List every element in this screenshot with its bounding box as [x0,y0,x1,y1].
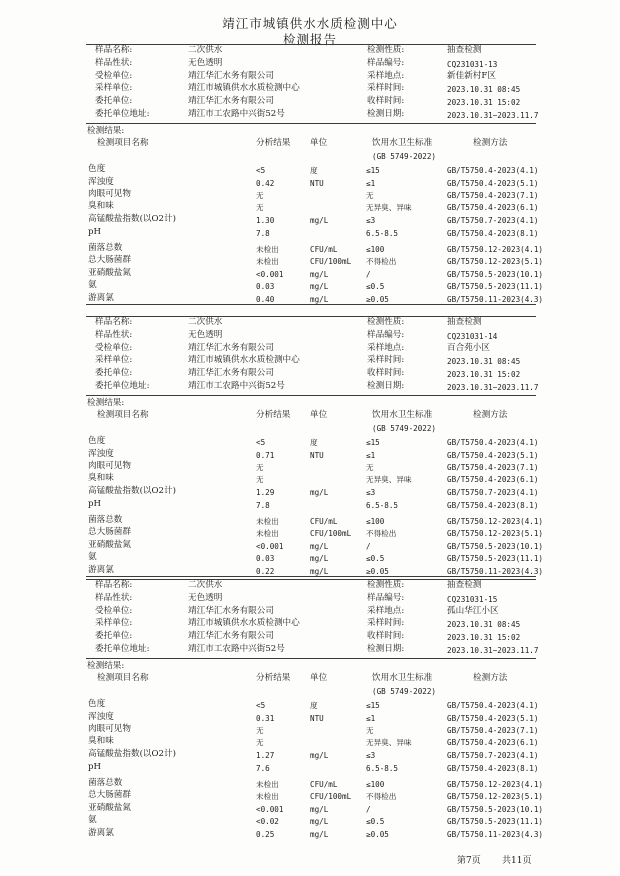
value-sampling-site: 新佳新村F区 [447,70,496,81]
table-row-result: 7.6 [256,764,270,774]
table-row-result: 未检出 [256,256,279,266]
table-row-unit: CFU/100mL [310,528,352,538]
table-row-result: 1.30 [256,216,275,225]
label-sample-name: 样品名称: [95,317,133,327]
table-row-item: 菌落总数 [88,242,123,253]
table-row-method: GB/T5750.7-2023(4.1) [447,488,539,497]
table-row-item: pH [88,762,101,773]
value-sampling-time: 2023.10.31 08:45 [447,620,521,630]
value-sampling-time: 2023.10.31 08:45 [447,85,521,95]
table-row-method: GB/T5750.5-2023(10.1) [447,804,544,814]
table-row-item: 亚硝酸盐氮 [88,267,131,278]
value-sample-nature: 无色透明 [188,57,223,68]
table-row-item: 亚硝酸盐氮 [88,802,131,813]
value-client-unit: 靖江华汇水务有限公司 [188,96,274,107]
table-row-method: GB/T5750.4-2023(7.1) [447,462,539,472]
table-row-result: <0.001 [256,804,284,814]
table-row-item: 浑浊度 [88,448,114,459]
table-row-item: 色度 [88,164,106,174]
table-row-standard: 不得检出 [366,528,397,538]
label-test-date: 检测日期: [367,644,405,654]
column-standard-ref: (GB 5749-2022) [372,424,437,433]
table-row-method: GB/T5750.4-2023(7.1) [447,190,539,200]
label-client-address: 委托单位地址: [95,644,150,654]
table-row-result: 未检出 [256,244,279,254]
table-row-method: GB/T5750.12-2023(4.1) [447,516,544,526]
table-row-method: GB/T5750.12-2023(5.1) [447,256,544,266]
table-row-result: 无 [256,203,264,213]
label-sampling-unit: 采样单位: [95,355,133,366]
table-row-unit: CFU/mL [310,779,338,789]
report-title: 检测报告 [282,32,337,47]
value-sample-no: CQ231031-15 [447,594,498,604]
label-receive-time: 收样时间: [367,368,405,379]
label-inspected-unit: 受检单位: [95,342,133,353]
table-row-standard: ≤0.5 [366,817,385,827]
value-test-date: 2023.10.31~2023.11.7 [447,111,539,120]
table-row-item: 游离氯 [88,828,114,839]
label-sample-no: 样品编号: [367,329,405,340]
table-row-result: 未检出 [256,516,279,526]
column-item-header: 检测项目名称 [97,673,149,683]
label-sampling-time: 采样时间: [367,355,405,366]
table-row-item: 浑浊度 [88,711,114,722]
value-receive-time: 2023.10.31 15:02 [447,633,521,643]
table-row-result: 无 [256,190,264,200]
label-sample-no: 样品编号: [367,592,405,603]
label-inspected-unit: 受检单位: [95,70,133,81]
label-test-date: 检测日期: [367,381,405,391]
table-row-standard: ≤1 [366,178,376,188]
label-sampling-unit: 采样单位: [95,618,133,629]
label-sampling-site: 采样地点: [367,70,405,81]
label-receive-time: 收样时间: [367,631,405,642]
table-row-standard: / [366,541,371,551]
table-row-result: 0.22 [256,567,275,577]
value-sampling-site: 孤山华江小区 [447,605,499,616]
table-row-unit: mg/L [310,269,329,279]
value-test-nature: 抽查检测 [447,45,482,55]
table-row-result: 未检出 [256,528,279,538]
table-row-standard: ≤15 [366,166,380,175]
label-sampling-time: 采样时间: [367,618,405,629]
table-row-method: GB/T5750.4-2023(5.1) [447,450,539,460]
table-row-method: GB/T5750.4-2023(7.1) [447,725,539,735]
table-row-result: 1.27 [256,751,275,760]
page-total: 共11页 [502,856,532,866]
org-name: 靖江市城镇供水水质检测中心 [222,16,398,31]
table-row-standard: ≥0.05 [366,830,389,840]
table-row-item: 总大肠菌群 [88,526,131,537]
label-sampling-unit: 采样单位: [95,83,133,94]
value-sample-name: 二次供水 [188,45,223,55]
label-sampling-site: 采样地点: [367,605,405,616]
table-row-unit: 度 [310,701,318,710]
table-row-unit: CFU/100mL [310,256,352,266]
table-row-unit: mg/L [310,216,329,225]
value-inspected-unit: 靖江华汇水务有限公司 [188,70,274,81]
table-row-standard: 无 [366,725,374,735]
value-test-nature: 抽查检测 [447,580,482,590]
table-row-item: pH [88,227,101,238]
table-row-item: 肉眼可见物 [88,188,131,199]
table-row-method: GB/T5750.12-2023(5.1) [447,791,544,801]
table-row-standard: ≤1 [366,450,376,460]
table-row-standard: ≥0.05 [366,567,389,577]
table-row-standard: 无 [366,190,374,200]
table-row-item: 总大肠菌群 [88,254,131,265]
table-row-item: 浑浊度 [88,176,114,187]
table-row-standard: ≤0.5 [366,282,385,292]
table-row-item: 肉眼可见物 [88,723,131,734]
table-row-method: GB/T5750.12-2023(4.1) [447,779,544,789]
table-row-item: 肉眼可见物 [88,460,131,471]
table-row-method: GB/T5750.5-2023(11.1) [447,554,544,564]
table-row-item: 高锰酸盐指数(以O2计) [88,749,176,759]
column-standard-header: 饮用水卫生标准 [372,673,433,683]
table-row-result: 无 [256,738,264,748]
label-receive-time: 收样时间: [367,96,405,107]
results-heading: 检测结果: [87,126,125,136]
table-row-item: 游离氯 [88,565,114,576]
table-row-result: <0.02 [256,817,279,827]
results-heading: 检测结果: [87,398,125,408]
value-sample-nature: 无色透明 [188,329,223,340]
table-row-item: 游离氯 [88,293,114,304]
table-row-method: GB/T5750.4-2023(8.1) [447,229,539,239]
column-result-header: 分析结果 [256,138,291,148]
table-row-standard: 不得检出 [366,256,397,266]
table-row-result: 0.31 [256,713,275,723]
table-row-method: GB/T5750.4-2023(6.1) [447,475,539,485]
table-row-standard: ≤100 [366,244,385,254]
table-row-result: <0.001 [256,269,284,279]
info-bottom-rule [86,123,536,124]
value-sample-nature: 无色透明 [188,592,223,603]
label-client-address: 委托单位地址: [95,381,150,391]
table-row-item: 氨 [88,815,97,826]
table-row-standard: ≤15 [366,701,380,710]
table-row-result: 0.71 [256,450,275,460]
table-row-standard: ≤100 [366,516,385,526]
value-test-date: 2023.10.31~2023.11.7 [447,646,539,655]
table-row-standard: ≤3 [366,751,376,760]
value-sample-no: CQ231031-14 [447,331,498,341]
column-unit-header: 单位 [310,673,328,683]
table-row-standard: ≥0.05 [366,295,389,305]
column-unit-header: 单位 [310,138,328,148]
table-row-method: GB/T5750.4-2023(5.1) [447,178,539,188]
table-row-standard: ≤0.5 [366,554,385,564]
value-inspected-unit: 靖江华汇水务有限公司 [188,342,274,353]
table-row-unit: NTU [310,450,324,460]
value-sampling-site: 百合苑小区 [447,342,490,353]
table-row-result: 0.40 [256,295,275,305]
label-sample-name: 样品名称: [95,45,133,55]
label-test-nature: 检测性质: [367,45,405,55]
column-result-header: 分析结果 [256,410,291,420]
table-row-result: 0.25 [256,830,275,840]
table-row-method: GB/T5750.4-2023(8.1) [447,501,539,511]
column-standard-ref: (GB 5749-2022) [372,152,437,161]
table-row-method: GB/T5750.5-2023(10.1) [447,541,544,551]
value-client-address: 靖江市工农路中兴街52号 [188,381,285,391]
table-row-unit: NTU [310,713,324,723]
value-sample-no: CQ231031-13 [447,59,498,69]
table-row-standard: 无 [366,462,374,472]
value-test-nature: 抽查检测 [447,317,482,327]
table-row-unit: mg/L [310,804,329,814]
table-row-result: 无 [256,462,264,472]
page-number: 第7页 [457,856,481,866]
table-row-method: GB/T5750.4-2023(8.1) [447,764,539,774]
table-row-result: <0.001 [256,541,284,551]
table-row-unit: mg/L [310,830,329,840]
table-row-method: GB/T5750.11-2023(4.3) [447,830,544,840]
table-row-unit: CFU/mL [310,516,338,526]
table-row-unit: mg/L [310,295,329,305]
value-sampling-unit: 靖江市城镇供水水质检测中心 [188,618,300,629]
table-row-unit: mg/L [310,282,329,292]
value-sample-name: 二次供水 [188,580,223,590]
column-result-header: 分析结果 [256,673,291,683]
value-inspected-unit: 靖江华汇水务有限公司 [188,605,274,616]
label-test-nature: 检测性质: [367,317,405,327]
value-sample-name: 二次供水 [188,317,223,327]
table-row-item: 高锰酸盐指数(以O2计) [88,214,176,224]
column-method-header: 检测方法 [473,673,508,683]
table-row-unit: CFU/100mL [310,791,352,801]
column-item-header: 检测项目名称 [97,410,149,420]
value-test-date: 2023.10.31~2023.11.7 [447,383,539,392]
value-sampling-unit: 靖江市城镇供水水质检测中心 [188,355,300,366]
label-client-unit: 委托单位: [95,631,133,642]
value-sampling-unit: 靖江市城镇供水水质检测中心 [188,83,300,94]
table-row-standard: / [366,804,371,814]
table-row-method: GB/T5750.4-2023(4.1) [447,438,539,447]
table-row-method: GB/T5750.7-2023(4.1) [447,751,539,760]
value-sampling-time: 2023.10.31 08:45 [447,357,521,367]
table-row-item: 臭和味 [88,473,114,484]
table-row-standard: ≤100 [366,779,385,789]
column-method-header: 检测方法 [473,410,508,420]
table-row-unit: 度 [310,166,318,175]
table-row-item: 臭和味 [88,201,114,212]
table-row-method: GB/T5750.11-2023(4.3) [447,295,544,305]
label-client-unit: 委托单位: [95,368,133,379]
table-row-unit: mg/L [310,567,329,577]
table-row-item: 臭和味 [88,736,114,747]
table-row-result: <5 [256,166,266,175]
value-receive-time: 2023.10.31 15:02 [447,98,521,108]
table-row-standard: 6.5-8.5 [366,229,399,239]
table-row-unit: 度 [310,438,318,447]
table-row-method: GB/T5750.4-2023(6.1) [447,203,539,213]
label-sampling-time: 采样时间: [367,83,405,94]
column-item-header: 检测项目名称 [97,138,149,148]
value-client-address: 靖江市工农路中兴街52号 [188,109,285,119]
table-row-item: 氨 [88,552,97,563]
table-row-result: <5 [256,438,266,447]
table-row-method: GB/T5750.5-2023(11.1) [447,282,544,292]
label-sample-nature: 样品性状: [95,592,133,603]
info-bottom-rule [86,395,536,396]
table-row-item: 菌落总数 [88,777,123,788]
table-row-unit: mg/L [310,751,329,760]
label-client-unit: 委托单位: [95,96,133,107]
column-standard-header: 饮用水卫生标准 [372,138,433,148]
table-row-method: GB/T5750.11-2023(4.3) [447,567,544,577]
info-bottom-rule [86,658,536,659]
table-row-standard: ≤15 [366,438,380,447]
table-row-result: 未检出 [256,779,279,789]
table-row-result: 0.42 [256,178,275,188]
table-row-method: GB/T5750.12-2023(5.1) [447,528,544,538]
label-sampling-site: 采样地点: [367,342,405,353]
table-row-standard: ≤1 [366,713,376,723]
table-row-result: 1.29 [256,488,275,497]
table-row-item: 总大肠菌群 [88,789,131,800]
table-row-method: GB/T5750.12-2023(4.1) [447,244,544,254]
table-row-method: GB/T5750.5-2023(11.1) [447,817,544,827]
table-row-standard: 无异臭、异味 [366,203,412,213]
table-row-result: 无 [256,725,264,735]
table-row-method: GB/T5750.4-2023(5.1) [447,713,539,723]
section-bottom-rule [86,576,536,577]
table-row-unit: CFU/mL [310,244,338,254]
column-standard-ref: (GB 5749-2022) [372,687,437,696]
column-method-header: 检测方法 [473,138,508,148]
table-row-unit: mg/L [310,554,329,564]
table-row-unit: NTU [310,178,324,188]
table-row-method: GB/T5750.4-2023(4.1) [447,166,539,175]
column-standard-header: 饮用水卫生标准 [372,410,433,420]
column-unit-header: 单位 [310,410,328,420]
table-row-item: 色度 [88,436,106,446]
value-client-unit: 靖江华汇水务有限公司 [188,631,274,642]
table-row-item: 菌落总数 [88,514,123,525]
label-sample-nature: 样品性状: [95,57,133,68]
table-row-item: pH [88,499,101,510]
value-receive-time: 2023.10.31 15:02 [447,370,521,380]
table-row-standard: / [366,269,371,279]
table-row-unit: mg/L [310,488,329,497]
label-sample-nature: 样品性状: [95,329,133,340]
table-row-method: GB/T5750.4-2023(6.1) [447,738,539,748]
table-row-standard: 6.5-8.5 [366,501,399,511]
value-client-unit: 靖江华汇水务有限公司 [188,368,274,379]
table-row-standard: ≤3 [366,488,376,497]
table-row-result: 0.03 [256,282,275,292]
table-row-result: 无 [256,475,264,485]
table-row-standard: 无异臭、异味 [366,738,412,748]
label-sample-no: 样品编号: [367,57,405,68]
value-client-address: 靖江市工农路中兴街52号 [188,644,285,654]
table-row-standard: 不得检出 [366,791,397,801]
section-bottom-rule [86,304,536,305]
label-sample-name: 样品名称: [95,580,133,590]
table-row-result: 7.8 [256,501,270,511]
table-row-result: 未检出 [256,791,279,801]
table-row-method: GB/T5750.7-2023(4.1) [447,216,539,225]
table-row-standard: ≤3 [366,216,376,225]
table-row-unit: mg/L [310,541,329,551]
table-row-item: 亚硝酸盐氮 [88,539,131,550]
label-test-nature: 检测性质: [367,580,405,590]
results-heading: 检测结果: [87,661,125,671]
table-row-item: 色度 [88,699,106,709]
table-row-method: GB/T5750.5-2023(10.1) [447,269,544,279]
table-row-method: GB/T5750.4-2023(4.1) [447,701,539,710]
table-row-standard: 无异臭、异味 [366,475,412,485]
label-inspected-unit: 受检单位: [95,605,133,616]
label-test-date: 检测日期: [367,109,405,119]
table-row-result: 0.03 [256,554,275,564]
table-row-unit: mg/L [310,817,329,827]
table-row-item: 高锰酸盐指数(以O2计) [88,486,176,496]
table-row-standard: 6.5-8.5 [366,764,399,774]
label-client-address: 委托单位地址: [95,109,150,119]
table-row-item: 氨 [88,280,97,291]
table-row-result: <5 [256,701,266,710]
table-row-result: 7.8 [256,229,270,239]
